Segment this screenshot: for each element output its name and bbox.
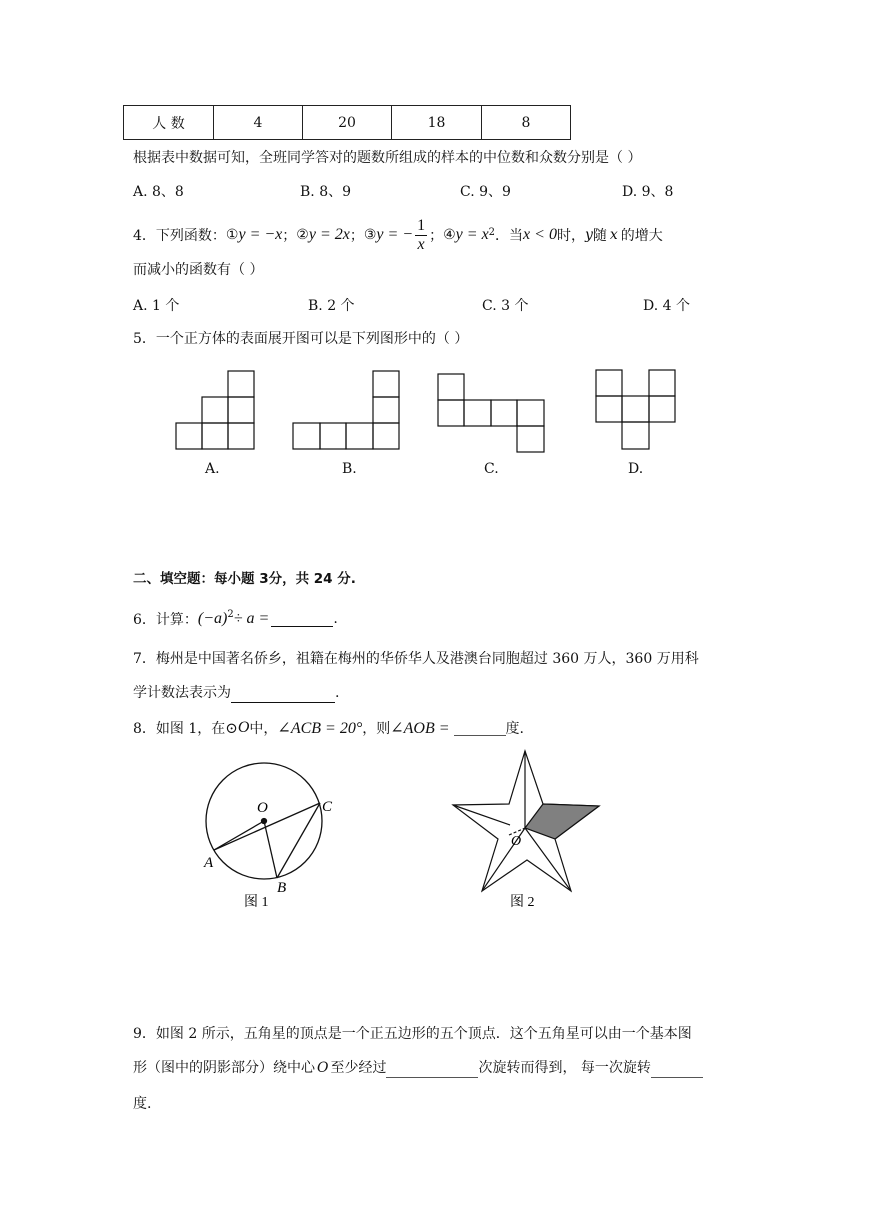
q9-line2-b: 至少经过: [330, 1060, 387, 1076]
q9-line2-c: 次旋转而得到， 每一次旋转: [478, 1060, 651, 1076]
segment-bc: [277, 803, 320, 878]
q9-line2-o: O: [317, 1060, 329, 1076]
figure-1-caption: 图 1: [244, 895, 269, 910]
q3-option-a: A. 8、8: [133, 184, 184, 200]
q4-f3-den: x: [417, 235, 425, 253]
net-c: [438, 374, 544, 452]
q6-end: .: [333, 611, 338, 627]
q7-answer-blank: [231, 688, 335, 703]
q3-option-c: C. 9、9: [460, 184, 511, 200]
q4-tail-end: 的增大: [620, 228, 663, 244]
point-c-label: C: [322, 799, 333, 815]
figure-2-caption: 图 2: [510, 895, 535, 910]
q5-text: 5．一个正方体的表面展开图可以是下列图形中的（ ）: [133, 331, 469, 347]
q4-cond: x < 0: [523, 226, 557, 243]
q4-f2: y = 2x: [308, 226, 350, 243]
q7-line2: [133, 683, 339, 703]
q4-tail-mid: 随: [592, 228, 607, 244]
figure-1: [206, 763, 322, 879]
q4-f3-num: 1: [417, 216, 426, 234]
q4-f3-label: ③: [363, 227, 377, 243]
table-cell: 20: [303, 106, 392, 140]
q5-label-c: C.: [484, 461, 499, 477]
q4-line2: 而减小的函数有（ ）: [133, 262, 264, 278]
star-inner-line: [525, 828, 571, 891]
q8-mid: 中，: [249, 721, 278, 737]
q4-f1: y = −x: [238, 226, 283, 243]
q4-sep: ；: [349, 228, 364, 244]
q9-line1: 9．如图 2 所示，五角星的顶点是一个正五边形的五个顶点．这个五角星可以由一个基本图: [133, 1026, 692, 1042]
q6-exp: 2: [227, 608, 234, 620]
table-row-label: 人 数: [124, 106, 214, 140]
table-cell: 18: [392, 106, 482, 140]
q7-line2-text: 学计数法表示为: [133, 685, 231, 701]
section-title: 二、填空题：每小题 3分，共 24 分.: [133, 571, 356, 587]
q6-expr: (−a): [197, 610, 228, 627]
q7-line1: 7．梅州是中国著名侨乡，祖籍在梅州的华侨华人及港澳台同胞超过 360 万人，360 万用科: [133, 651, 699, 667]
table-cell: 4: [214, 106, 303, 140]
circle-symbol: ⊙: [225, 719, 238, 737]
q4-option-d: D. 4 个: [643, 298, 690, 314]
net-a: [176, 371, 254, 449]
q9-line3: 度.: [133, 1096, 152, 1112]
q4-f3-lhs: y = −: [376, 226, 414, 243]
q5-label-d: D.: [628, 461, 644, 477]
q3-option-b: B. 8、9: [300, 184, 352, 200]
q6-prefix: 6．计算：: [133, 612, 198, 628]
q9-blank-1: [386, 1063, 478, 1078]
q4-option-c: C. 3 个: [482, 298, 529, 314]
q3-option-d: D. 9、8: [622, 184, 674, 200]
q4-cond-post: 时，: [556, 228, 585, 244]
figure-2: [453, 751, 599, 891]
q4-tail-x: x: [609, 227, 618, 243]
q8-o: O: [237, 719, 250, 736]
q5-label-b: B.: [342, 461, 357, 477]
q6-expr2: ÷ a =: [233, 610, 270, 627]
point-o-label: O: [257, 800, 268, 816]
q9-line2: [133, 1058, 703, 1078]
q5-nets-figure: [0, 360, 869, 485]
q4-sep: ；: [429, 228, 444, 244]
q4-option-a: A. 1 个: [133, 298, 180, 314]
figures-svg: [0, 745, 869, 920]
q4-f4: y = x: [455, 226, 489, 243]
q8-line: [133, 715, 524, 741]
q8-prefix: 8．如图 1，在: [133, 721, 226, 737]
q4-f1-label: ①: [225, 227, 239, 243]
point-a-label: A: [204, 855, 214, 871]
center-dot: [262, 819, 267, 824]
star-inner-line: [453, 805, 510, 825]
q4-f2-label: ②: [296, 227, 309, 243]
q9-blank-2: [651, 1063, 703, 1078]
table-row: [124, 106, 571, 140]
q4-option-b: B. 2 个: [308, 298, 355, 314]
q9-line2-a: 形（图中的阴影部分）绕中心: [133, 1060, 315, 1076]
shaded-kite: [525, 804, 599, 839]
q4-fraction: [415, 217, 427, 254]
q3-text: 根据表中数据可知，全班同学答对的题数所组成的样本的中位数和众数分别是（ ）: [133, 150, 642, 166]
star-center-label: O: [511, 834, 522, 849]
segment-oa: [214, 821, 264, 850]
q6-answer-blank: [271, 612, 333, 627]
table-cell: 8: [482, 106, 571, 140]
net-d: [596, 370, 675, 449]
q4-prefix: 4．下列函数：: [133, 228, 226, 244]
segment-ob: [264, 821, 277, 878]
q5-label-a: A.: [205, 461, 220, 477]
q4-sep: ；: [282, 228, 297, 244]
q4-f4-exp: 2: [488, 226, 496, 238]
q4-f4-label: ④: [443, 227, 456, 243]
q4-cond-pre: ．当: [495, 228, 524, 244]
point-b-label: B: [277, 880, 287, 896]
q8-end: 度.: [505, 721, 524, 737]
q8-mid2: ，则: [362, 721, 391, 737]
q4-line1: [133, 212, 663, 258]
q8-answer-blank: [454, 721, 506, 736]
q7-end: .: [335, 685, 340, 701]
q6-line: [133, 604, 338, 634]
q8-angle2: ∠AOB =: [390, 720, 450, 737]
q4-tail-y: y: [584, 227, 593, 243]
q8-angle1: ∠ACB = 20°: [277, 720, 363, 737]
net-b: [293, 371, 399, 449]
score-table: [123, 105, 571, 140]
